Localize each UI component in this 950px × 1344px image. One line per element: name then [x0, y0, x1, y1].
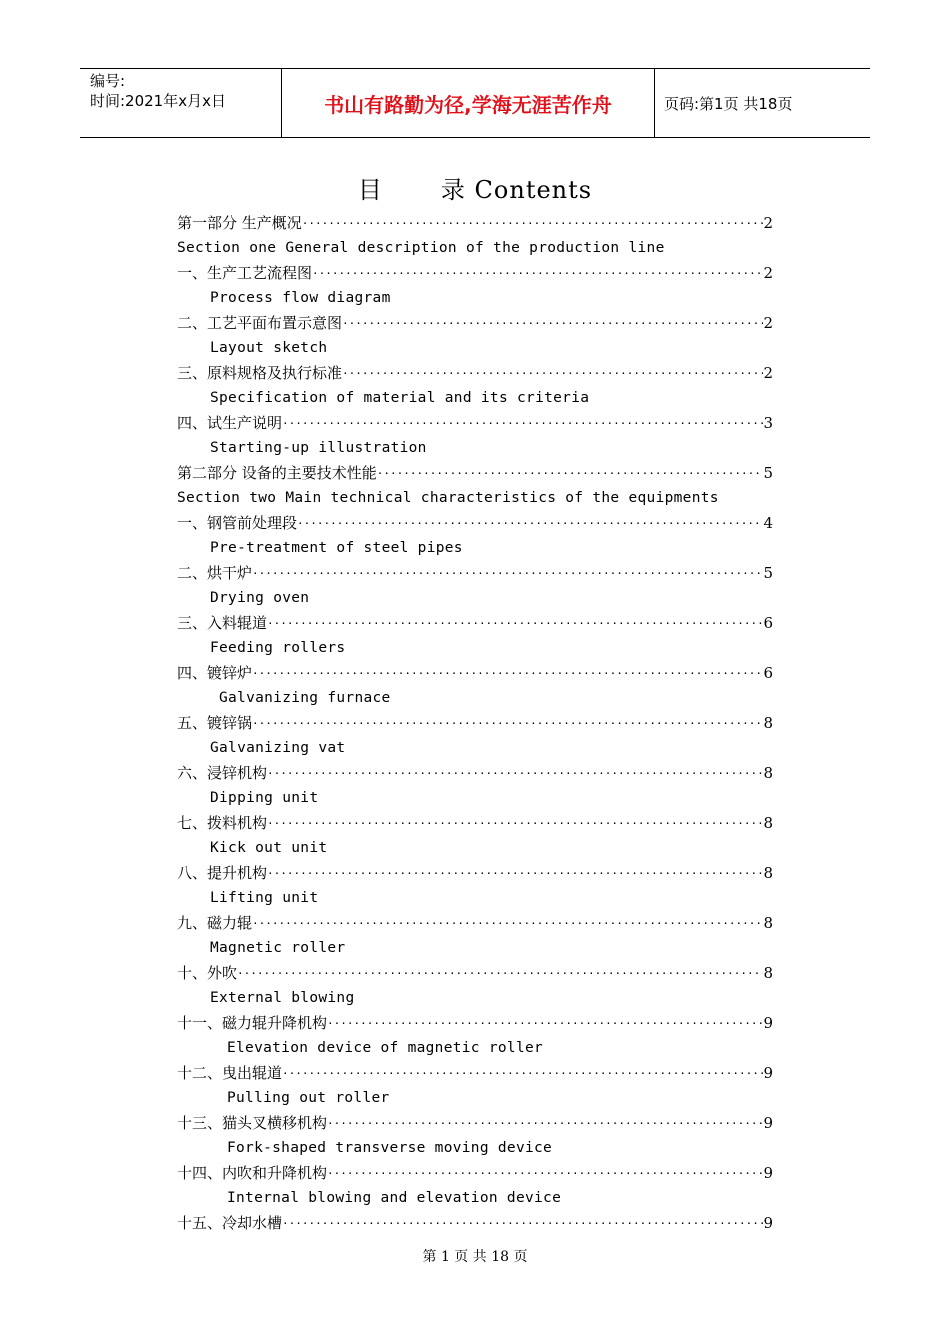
number-label: 编号:	[90, 72, 126, 90]
toc-title-en: Contents	[474, 176, 593, 204]
toc-page-number: 4	[763, 514, 773, 532]
toc-entry-english: Internal blowing and elevation device	[227, 1190, 562, 1206]
toc-entry-english: Elevation device of magnetic roller	[227, 1040, 544, 1056]
toc-leader-dots	[312, 261, 763, 286]
toc-leader-dots	[252, 661, 763, 686]
toc-page-number: 3	[763, 414, 773, 432]
toc-entry-title: 四、镀锌炉	[177, 664, 253, 682]
toc-entry-english: External blowing	[210, 990, 355, 1006]
toc-page-number: 9	[763, 1014, 773, 1032]
toc-entry-english: Section one General description of the production line	[177, 240, 665, 256]
toc-entry-english: Section two Main technical characteristics of the equipments	[177, 490, 719, 506]
toc-entry[interactable]	[177, 961, 773, 986]
toc-entry[interactable]	[177, 1061, 773, 1086]
toc-page-number: 9	[763, 1114, 773, 1132]
toc-entry-title: 第二部分 设备的主要技术性能	[177, 464, 377, 482]
toc-leader-dots	[377, 461, 764, 486]
toc-entry[interactable]	[177, 311, 773, 336]
toc-entry[interactable]	[177, 661, 773, 686]
toc-entry[interactable]	[177, 811, 773, 836]
toc-entry-english: Specification of material and its criteria	[210, 390, 590, 406]
toc-page-number: 2	[763, 214, 773, 232]
toc-page-number: 8	[763, 714, 773, 732]
toc-page-number: 8	[763, 964, 773, 982]
toc-leader-dots	[252, 911, 763, 936]
toc-title-zh-left: 目	[357, 176, 383, 204]
toc-page-number: 2	[763, 364, 773, 382]
toc-entry-title: 十四、内吹和升降机构	[177, 1164, 328, 1182]
toc-entry[interactable]	[177, 1111, 773, 1136]
toc-entry[interactable]	[177, 211, 773, 236]
toc-leader-dots	[252, 711, 763, 736]
toc-entry-english: Dipping unit	[210, 790, 319, 806]
toc-entry[interactable]	[177, 1161, 773, 1186]
toc-leader-dots	[327, 1111, 763, 1136]
toc-entry-english: Lifting unit	[210, 890, 319, 906]
toc-title	[0, 170, 950, 205]
toc-entry[interactable]	[177, 1211, 773, 1236]
toc-page-number: 9	[763, 1064, 773, 1082]
toc-entry-title: 第一部分 生产概况	[177, 214, 302, 232]
toc-title-zh-right: 录	[440, 176, 466, 204]
toc-entry-english: Layout sketch	[210, 340, 328, 356]
toc-page-number: 8	[763, 914, 773, 932]
toc-page-number: 8	[763, 814, 773, 832]
header-page-code: 页码:第1页 共18页	[664, 94, 793, 113]
toc-leader-dots	[327, 1011, 763, 1036]
toc-page-number: 5	[763, 464, 773, 482]
toc-page-number: 9	[763, 1214, 773, 1232]
toc-entry-title: 四、试生产说明	[177, 414, 283, 432]
header-motto: 书山有路勤为径,学海无涯苦作舟	[282, 69, 655, 137]
toc-page-number: 8	[763, 764, 773, 782]
toc-leader-dots	[282, 1061, 763, 1086]
toc-entry-english: Drying oven	[210, 590, 310, 606]
toc-entry-title: 一、生产工艺流程图	[177, 264, 313, 282]
toc-entry-title: 九、磁力辊	[177, 914, 253, 932]
toc-leader-dots	[237, 961, 763, 986]
toc-entry-title: 三、入料辊道	[177, 614, 268, 632]
toc-page-number: 8	[763, 864, 773, 882]
toc-entry[interactable]	[177, 261, 773, 286]
toc-entry[interactable]	[177, 561, 773, 586]
toc-leader-dots	[267, 761, 763, 786]
page-footer: 第 1 页 共 18 页	[422, 1249, 528, 1265]
toc-page-number: 5	[763, 564, 773, 582]
toc-entry-title: 六、浸锌机构	[177, 764, 268, 782]
toc-entry-english: Starting-up illustration	[210, 440, 427, 456]
toc-entry[interactable]	[177, 461, 773, 486]
toc-page-number: 6	[763, 664, 773, 682]
toc-leader-dots	[302, 211, 764, 236]
toc-entry-english: Galvanizing vat	[210, 740, 346, 756]
toc-entry[interactable]	[177, 361, 773, 386]
toc-entry[interactable]	[177, 861, 773, 886]
toc-entry-title: 五、镀锌锅	[177, 714, 253, 732]
toc-leader-dots	[252, 561, 763, 586]
toc-entry-title: 八、提升机构	[177, 864, 268, 882]
toc-entry-english: Galvanizing furnace	[219, 690, 391, 706]
toc-entry-english: Pulling out roller	[227, 1090, 390, 1106]
toc-entry-title: 十三、猫头叉横移机构	[177, 1114, 328, 1132]
toc-leader-dots	[267, 861, 763, 886]
toc-entry-title: 十一、磁力辊升降机构	[177, 1014, 328, 1032]
toc-entry[interactable]	[177, 611, 773, 636]
toc-entry-title: 十、外吹	[177, 964, 238, 982]
header-table	[80, 68, 870, 138]
toc-entry[interactable]	[177, 711, 773, 736]
toc-entry[interactable]	[177, 911, 773, 936]
toc-entry-title: 二、工艺平面布置示意图	[177, 314, 343, 332]
header-meta	[80, 69, 282, 137]
toc-entry-title: 一、钢管前处理段	[177, 514, 298, 532]
toc-entry-title: 三、原料规格及执行标准	[177, 364, 343, 382]
toc-entry[interactable]	[177, 761, 773, 786]
table-of-contents	[177, 211, 773, 1236]
toc-entry-english: Magnetic roller	[210, 940, 346, 956]
toc-entry[interactable]	[177, 511, 773, 536]
toc-entry-english: Feeding rollers	[210, 640, 346, 656]
toc-leader-dots	[267, 811, 763, 836]
toc-page-number: 2	[763, 314, 773, 332]
toc-entry-english: Pre-treatment of steel pipes	[210, 540, 463, 556]
toc-entry-title: 七、拨料机构	[177, 814, 268, 832]
toc-entry-english: Fork-shaped transverse moving device	[227, 1140, 553, 1156]
toc-page-number: 2	[763, 264, 773, 282]
toc-entry[interactable]	[177, 411, 773, 436]
toc-page-number: 9	[763, 1164, 773, 1182]
toc-entry[interactable]	[177, 1011, 773, 1036]
toc-entry-title: 十五、冷却水槽	[177, 1214, 283, 1232]
toc-leader-dots	[297, 511, 763, 536]
toc-entry-english: Process flow diagram	[210, 290, 391, 306]
toc-entry-english: Kick out unit	[210, 840, 328, 856]
toc-leader-dots	[342, 311, 763, 336]
toc-leader-dots	[282, 411, 763, 436]
toc-leader-dots	[327, 1161, 763, 1186]
toc-leader-dots	[342, 361, 763, 386]
time-label: 时间:2021年x月x日	[90, 92, 226, 110]
toc-entry-title: 二、烘干炉	[177, 564, 253, 582]
toc-leader-dots	[282, 1211, 763, 1236]
toc-leader-dots	[267, 611, 763, 636]
toc-entry-title: 十二、曳出辊道	[177, 1064, 283, 1082]
toc-page-number: 6	[763, 614, 773, 632]
